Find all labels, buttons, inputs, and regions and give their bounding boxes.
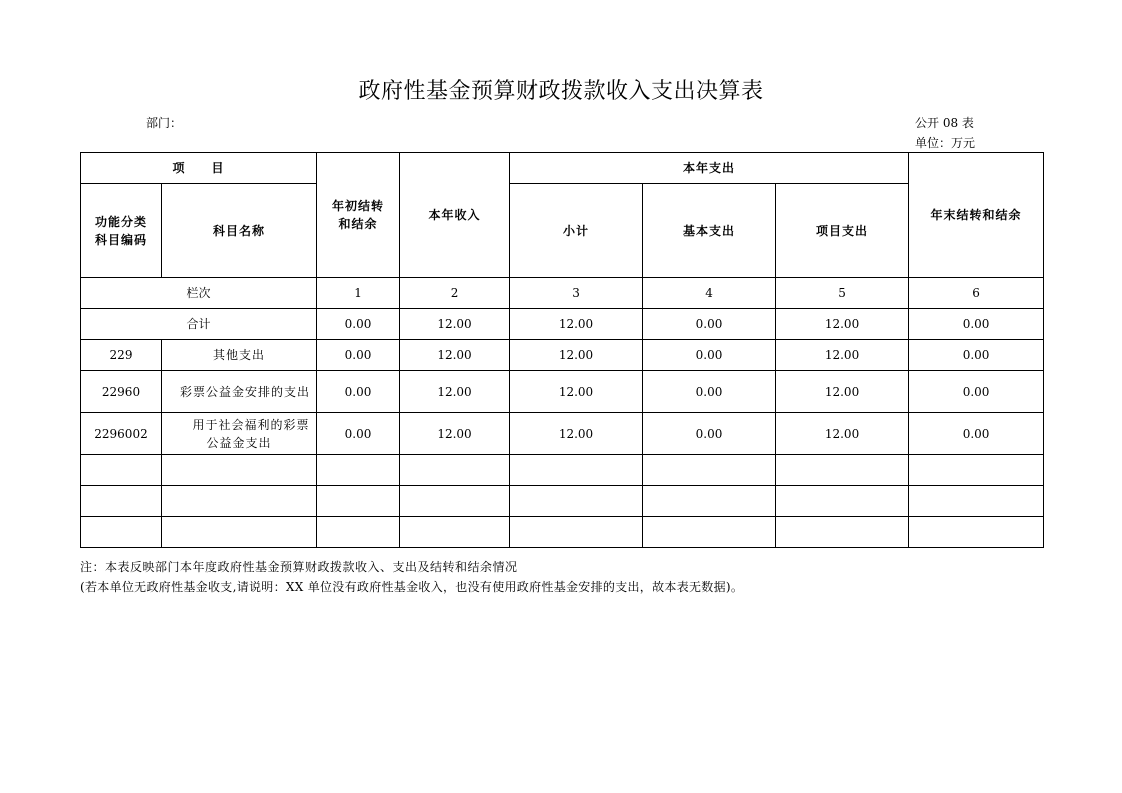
column-number-3: 3 [510, 278, 643, 309]
table-cell: 12.00 [400, 309, 510, 340]
header-expenditure: 本年支出 [510, 153, 909, 184]
table-cell: 0.00 [643, 340, 776, 371]
header-basic: 基本支出 [643, 184, 776, 278]
row-code: 2296002 [81, 413, 162, 455]
table-cell: 12.00 [776, 309, 909, 340]
header-subject-name: 科目名称 [162, 184, 317, 278]
header-row-1 [81, 153, 1044, 184]
table-cell: 0.00 [317, 371, 400, 413]
table-cell: 12.00 [400, 413, 510, 455]
page-title: 政府性基金预算财政拨款收入支出决算表 [358, 79, 764, 104]
column-number-2: 2 [400, 278, 510, 309]
header-begin-balance: 年初结转和结余 [317, 153, 400, 278]
column-number-label: 栏次 [81, 278, 317, 309]
department-label: 部门： [146, 116, 183, 130]
budget-table [80, 152, 1044, 548]
table-cell: 0.00 [643, 309, 776, 340]
table-row [81, 340, 1044, 371]
row-code: 22960 [81, 371, 162, 413]
header-project: 项目支出 [776, 184, 909, 278]
table-cell: 12.00 [400, 371, 510, 413]
table-cell: 0.00 [909, 371, 1044, 413]
table-code: 公开 08 表 [915, 116, 974, 130]
table-cell: 12.00 [776, 413, 909, 455]
header-row-2 [81, 184, 1044, 278]
note-line-2: (若本单位无政府性基金收支,请说明：XX 单位没有政府性基金收入，也没有使用政府性基金安排的支出，故本表无数据)。 [80, 580, 744, 594]
table-cell: 12.00 [400, 340, 510, 371]
table-cell: 12.00 [510, 413, 643, 455]
row-name: 用于社会福利的彩票公益金支出 [162, 413, 317, 455]
row-code: 229 [81, 340, 162, 371]
empty-row [81, 486, 1044, 517]
empty-row [81, 455, 1044, 486]
header-end-balance: 年末结转和结余 [909, 153, 1044, 278]
table-cell: 0.00 [317, 309, 400, 340]
header-income: 本年收入 [400, 153, 510, 278]
table-cell: 0.00 [909, 309, 1044, 340]
column-number-1: 1 [317, 278, 400, 309]
note-line-1: 注：本表反映部门本年度政府性基金预算财政拨款收入、支出及结转和结余情况 [80, 560, 518, 574]
header-subtotal: 小计 [510, 184, 643, 278]
table-cell: 0.00 [643, 371, 776, 413]
column-number-6: 6 [909, 278, 1044, 309]
table-cell: 12.00 [776, 371, 909, 413]
total-label: 合计 [81, 309, 317, 340]
table-cell: 12.00 [776, 340, 909, 371]
column-number-row [81, 278, 1044, 309]
table-row [81, 371, 1044, 413]
total-row [81, 309, 1044, 340]
header-item: 项 目 [81, 153, 317, 184]
table-cell: 0.00 [317, 413, 400, 455]
row-name: 其他支出 [162, 340, 317, 371]
table-cell: 0.00 [909, 340, 1044, 371]
table-cell: 0.00 [317, 340, 400, 371]
table-cell: 12.00 [510, 371, 643, 413]
unit-label: 单位：万元 [915, 136, 976, 150]
row-name: 彩票公益金安排的支出 [162, 371, 317, 413]
table-cell: 0.00 [643, 413, 776, 455]
table-cell: 12.00 [510, 340, 643, 371]
empty-row [81, 517, 1044, 548]
table-row [81, 413, 1044, 455]
column-number-5: 5 [776, 278, 909, 309]
table-cell: 0.00 [909, 413, 1044, 455]
header-func-code: 功能分类科目编码 [81, 184, 162, 278]
table-cell: 12.00 [510, 309, 643, 340]
column-number-4: 4 [643, 278, 776, 309]
